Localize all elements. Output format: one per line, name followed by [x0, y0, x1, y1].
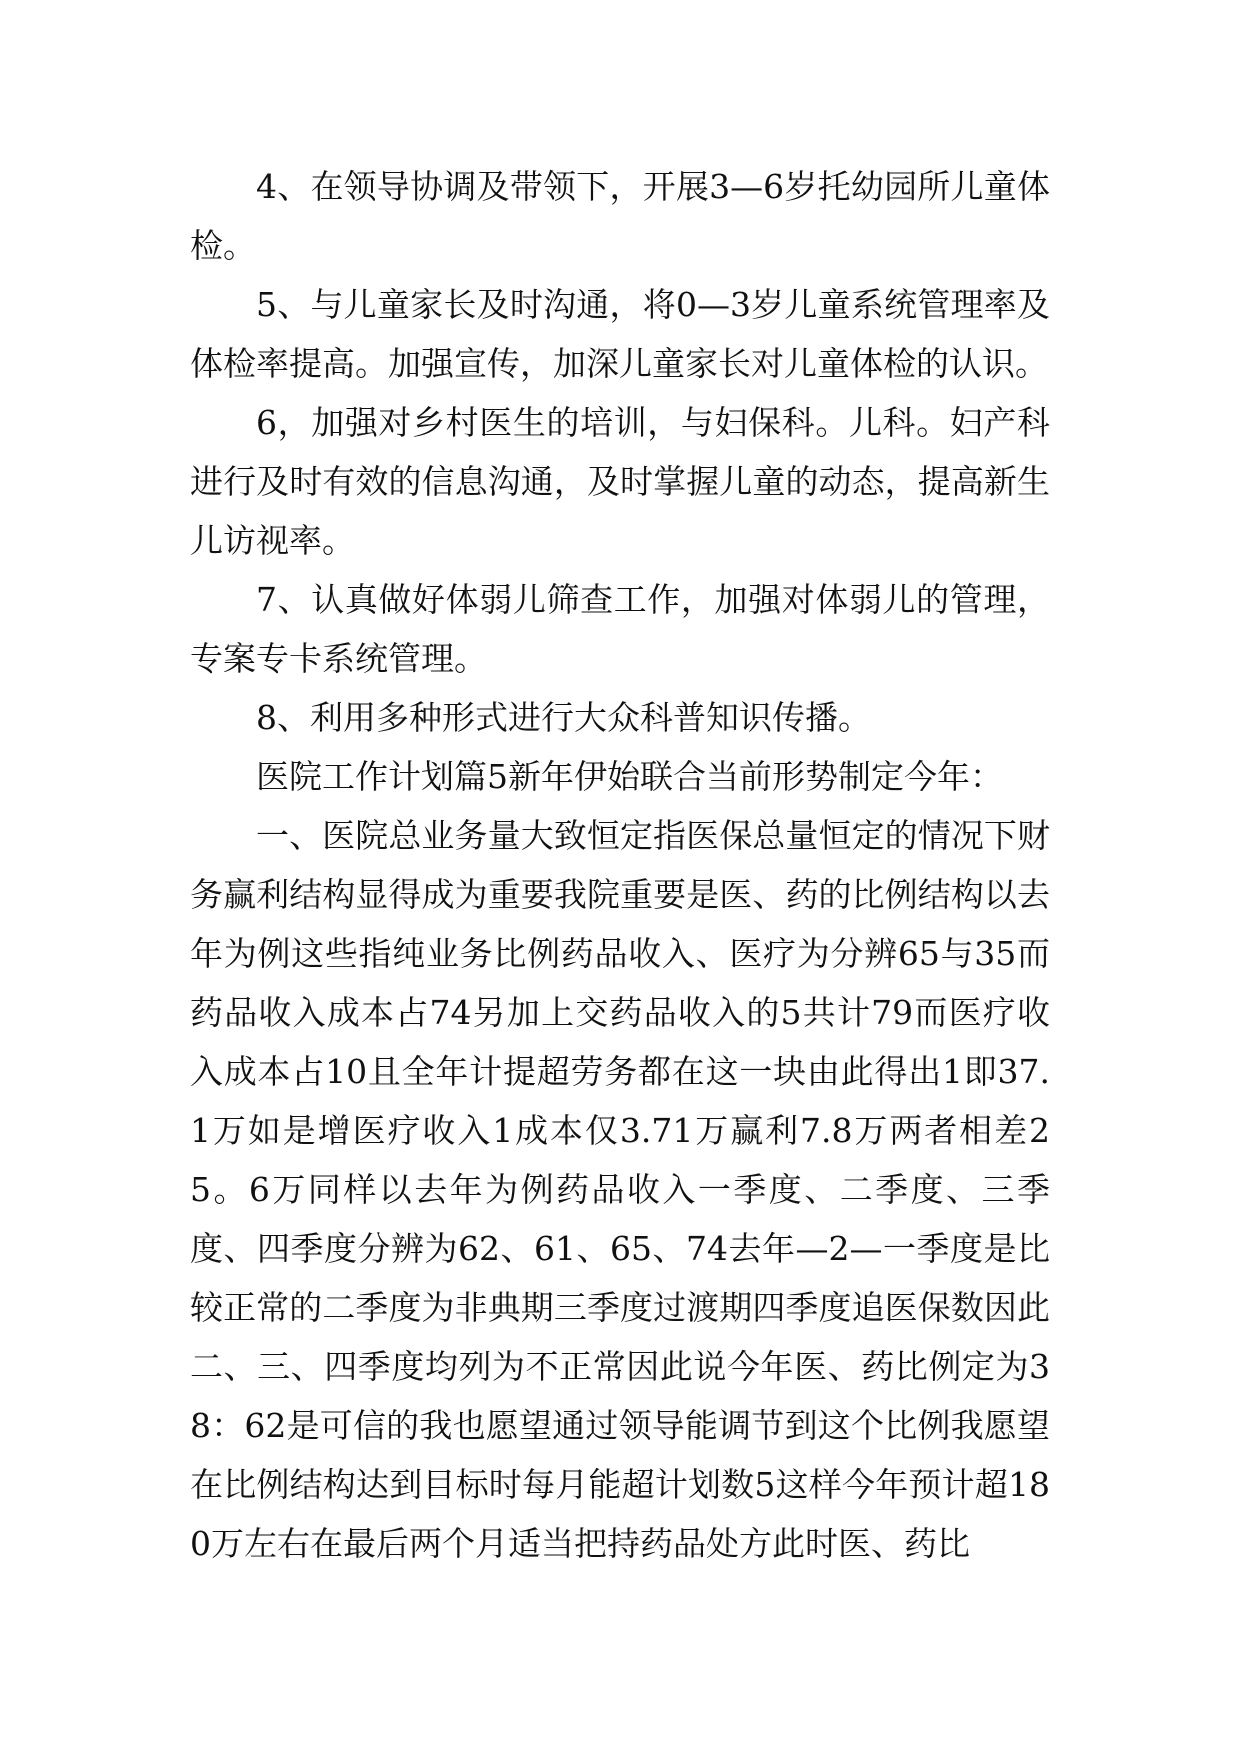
paragraph-item-8: 8、利用多种形式进行大众科普知识传播。	[256, 698, 871, 737]
paragraph-item-7: 7、认真做好体弱儿筛查工作，加强对体弱儿的管理，专案专卡系统管理。	[190, 580, 1050, 678]
paragraph-item-5: 5、与儿童家长及时沟通，将0—3岁儿童系统管理率及体检率提高。加强宣传，加深儿童家长对儿童体检的认识。	[190, 285, 1050, 383]
paragraph-point-one: 一、医院总业务量大致恒定指医保总量恒定的情况下财务赢利结构显得成为重要我院重要是医、药的比例结构以去年为例这些指纯业务比例药品收入、医疗为分辨65与35而药品收入成本占74另加上交药品收入的5共计79而医疗收入成本占10且全年计提超劳务都在这一块由此得出1即37.1万如是增医疗收入1成本仅3.71万赢利7.8万两者相差25。6万同样以去年为例药品收入一季度、二季度、三季度、四季度分辨为62、61、65、74去年—2—一季度是比较正常的二季度为非典期三季度过渡期四季度追医保数因此二、三、四季度均列为不正常因此说今年医、药比例定为38：62是可信的我也愿望通过领导能调节到这个比例我愿望在比例结构达到目标时每月能超计划数5这样今年预计超180万左右在最后两个月适当把持药品处方此时医、药比	[190, 816, 1050, 1563]
paragraph-item-6: 6，加强对乡村医生的培训，与妇保科。儿科。妇产科进行及时有效的信息沟通，及时掌握儿童的动态，提高新生儿访视率。	[190, 403, 1050, 560]
section-heading-paragraph: 医院工作计划篇5新年伊始联合当前形势制定今年：	[256, 757, 1003, 796]
paragraph-item-4: 4、在领导协调及带领下，开展3—6岁托幼园所儿童体检。	[190, 167, 1050, 265]
document-body	[190, 157, 1050, 1573]
